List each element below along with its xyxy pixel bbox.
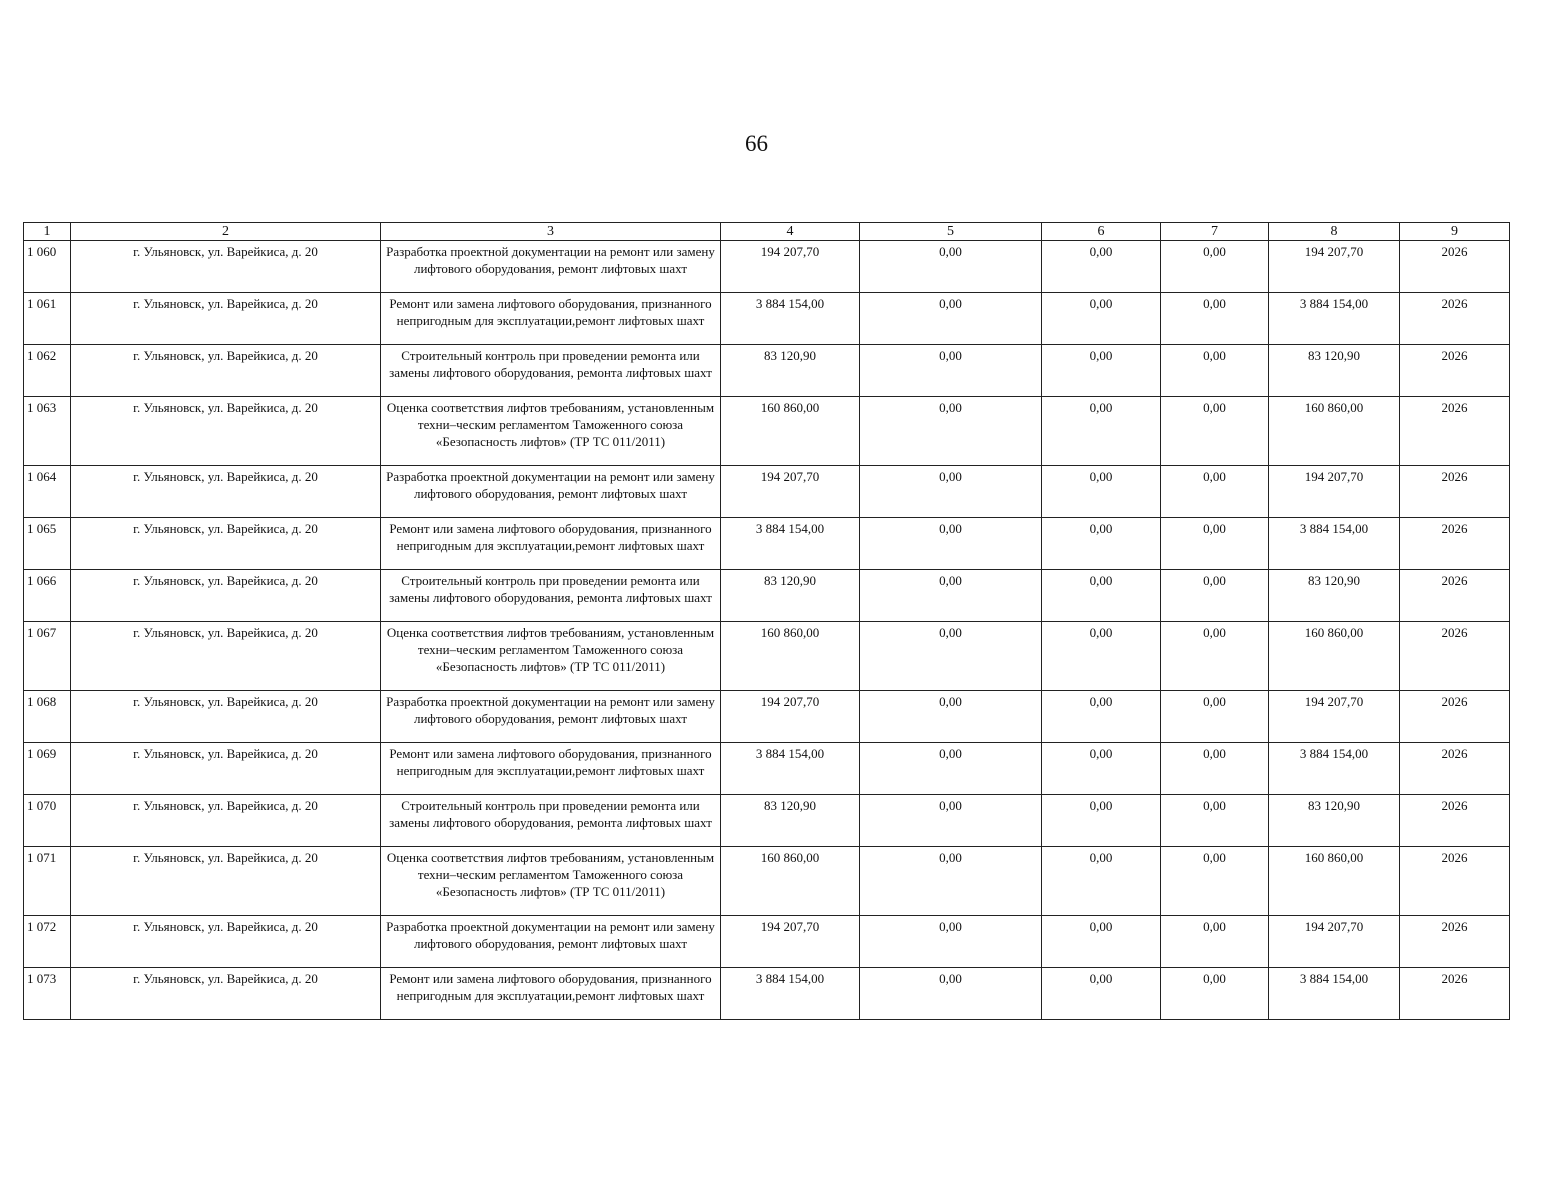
- col6-cell: 0,00: [1042, 691, 1161, 743]
- col8-cost-cell: 3 884 154,00: [1269, 293, 1400, 345]
- work-type-cell: Ремонт или замена лифтового оборудования, признанного непригодным для эксплуатации,ремонт лифтовых шахт: [381, 743, 721, 795]
- column-header-2: 2: [71, 223, 381, 241]
- year-cell: 2026: [1400, 570, 1510, 622]
- table-row: [24, 293, 1510, 345]
- header-row: [24, 223, 1510, 241]
- col4-cost-cell: 3 884 154,00: [721, 743, 860, 795]
- col4-cost-cell: 194 207,70: [721, 916, 860, 968]
- col8-cost-cell: 3 884 154,00: [1269, 518, 1400, 570]
- col5-cell: 0,00: [860, 847, 1042, 916]
- col7-cell: 0,00: [1161, 968, 1269, 1020]
- row-number-cell: 1 065: [24, 518, 71, 570]
- address-cell: г. Ульяновск, ул. Варейкиса, д. 20: [71, 570, 381, 622]
- col5-cell: 0,00: [860, 518, 1042, 570]
- work-type-cell: Разработка проектной документации на ремонт или замену лифтового оборудования, ремонт лифтовых шахт: [381, 241, 721, 293]
- row-number-cell: 1 070: [24, 795, 71, 847]
- col7-cell: 0,00: [1161, 293, 1269, 345]
- year-cell: 2026: [1400, 622, 1510, 691]
- row-number-cell: 1 067: [24, 622, 71, 691]
- col8-cost-cell: 83 120,90: [1269, 570, 1400, 622]
- col4-cost-cell: 194 207,70: [721, 691, 860, 743]
- address-cell: г. Ульяновск, ул. Варейкиса, д. 20: [71, 795, 381, 847]
- table-row: [24, 622, 1510, 691]
- column-header-4: 4: [721, 223, 860, 241]
- page-number: 66: [745, 131, 768, 156]
- address-cell: г. Ульяновск, ул. Варейкиса, д. 20: [71, 691, 381, 743]
- col5-cell: 0,00: [860, 622, 1042, 691]
- work-type-cell: Ремонт или замена лифтового оборудования, признанного непригодным для эксплуатации,ремонт лифтовых шахт: [381, 293, 721, 345]
- address-cell: г. Ульяновск, ул. Варейкиса, д. 20: [71, 518, 381, 570]
- col4-cost-cell: 160 860,00: [721, 622, 860, 691]
- col7-cell: 0,00: [1161, 518, 1269, 570]
- col5-cell: 0,00: [860, 743, 1042, 795]
- col6-cell: 0,00: [1042, 570, 1161, 622]
- address-cell: г. Ульяновск, ул. Варейкиса, д. 20: [71, 916, 381, 968]
- col7-cell: 0,00: [1161, 691, 1269, 743]
- col7-cell: 0,00: [1161, 466, 1269, 518]
- col7-cell: 0,00: [1161, 345, 1269, 397]
- year-cell: 2026: [1400, 518, 1510, 570]
- column-header-7: 7: [1161, 223, 1269, 241]
- table-row: [24, 345, 1510, 397]
- column-header-1: 1: [24, 223, 71, 241]
- col8-cost-cell: 194 207,70: [1269, 241, 1400, 293]
- table-row: [24, 691, 1510, 743]
- row-number-cell: 1 068: [24, 691, 71, 743]
- table-body: [24, 241, 1510, 1020]
- table-row: [24, 743, 1510, 795]
- col6-cell: 0,00: [1042, 847, 1161, 916]
- table-header: [24, 223, 1510, 241]
- col8-cost-cell: 194 207,70: [1269, 466, 1400, 518]
- col7-cell: 0,00: [1161, 743, 1269, 795]
- col6-cell: 0,00: [1042, 968, 1161, 1020]
- column-header-9: 9: [1400, 223, 1510, 241]
- year-cell: 2026: [1400, 743, 1510, 795]
- year-cell: 2026: [1400, 916, 1510, 968]
- work-type-cell: Оценка соответствия лифтов требованиям, установленным техни–ческим регламентом Таможенного союза «Безопасность лифтов» (ТР ТС 011/2011): [381, 622, 721, 691]
- work-type-cell: Строительный контроль при проведении ремонта или замены лифтового оборудования, ремонта лифтовых шахт: [381, 570, 721, 622]
- address-cell: г. Ульяновск, ул. Варейкиса, д. 20: [71, 466, 381, 518]
- address-cell: г. Ульяновск, ул. Варейкиса, д. 20: [71, 743, 381, 795]
- col8-cost-cell: 83 120,90: [1269, 795, 1400, 847]
- col4-cost-cell: 194 207,70: [721, 241, 860, 293]
- year-cell: 2026: [1400, 241, 1510, 293]
- table-row: [24, 518, 1510, 570]
- col5-cell: 0,00: [860, 570, 1042, 622]
- year-cell: 2026: [1400, 466, 1510, 518]
- work-type-cell: Ремонт или замена лифтового оборудования, признанного непригодным для эксплуатации,ремонт лифтовых шахт: [381, 518, 721, 570]
- col8-cost-cell: 194 207,70: [1269, 691, 1400, 743]
- table-row: [24, 916, 1510, 968]
- col4-cost-cell: 3 884 154,00: [721, 518, 860, 570]
- row-number-cell: 1 073: [24, 968, 71, 1020]
- row-number-cell: 1 061: [24, 293, 71, 345]
- col5-cell: 0,00: [860, 968, 1042, 1020]
- column-header-8: 8: [1269, 223, 1400, 241]
- col8-cost-cell: 160 860,00: [1269, 397, 1400, 466]
- col5-cell: 0,00: [860, 466, 1042, 518]
- year-cell: 2026: [1400, 345, 1510, 397]
- col8-cost-cell: 83 120,90: [1269, 345, 1400, 397]
- col5-cell: 0,00: [860, 691, 1042, 743]
- row-number-cell: 1 063: [24, 397, 71, 466]
- col4-cost-cell: 160 860,00: [721, 847, 860, 916]
- work-type-cell: Оценка соответствия лифтов требованиям, установленным техни–ческим регламентом Таможенного союза «Безопасность лифтов» (ТР ТС 011/2011): [381, 847, 721, 916]
- row-number-cell: 1 069: [24, 743, 71, 795]
- address-cell: г. Ульяновск, ул. Варейкиса, д. 20: [71, 622, 381, 691]
- col7-cell: 0,00: [1161, 795, 1269, 847]
- address-cell: г. Ульяновск, ул. Варейкиса, д. 20: [71, 847, 381, 916]
- row-number-cell: 1 072: [24, 916, 71, 968]
- row-number-cell: 1 062: [24, 345, 71, 397]
- col4-cost-cell: 83 120,90: [721, 345, 860, 397]
- row-number-cell: 1 066: [24, 570, 71, 622]
- col7-cell: 0,00: [1161, 847, 1269, 916]
- col6-cell: 0,00: [1042, 795, 1161, 847]
- col6-cell: 0,00: [1042, 241, 1161, 293]
- col4-cost-cell: 3 884 154,00: [721, 968, 860, 1020]
- col4-cost-cell: 83 120,90: [721, 795, 860, 847]
- table-row: [24, 466, 1510, 518]
- col6-cell: 0,00: [1042, 622, 1161, 691]
- address-cell: г. Ульяновск, ул. Варейкиса, д. 20: [71, 345, 381, 397]
- col4-cost-cell: 83 120,90: [721, 570, 860, 622]
- works-table: [23, 222, 1510, 1020]
- col8-cost-cell: 194 207,70: [1269, 916, 1400, 968]
- row-number-cell: 1 064: [24, 466, 71, 518]
- col6-cell: 0,00: [1042, 743, 1161, 795]
- col4-cost-cell: 3 884 154,00: [721, 293, 860, 345]
- table-row: [24, 570, 1510, 622]
- col8-cost-cell: 160 860,00: [1269, 622, 1400, 691]
- year-cell: 2026: [1400, 847, 1510, 916]
- col6-cell: 0,00: [1042, 466, 1161, 518]
- col7-cell: 0,00: [1161, 622, 1269, 691]
- col4-cost-cell: 194 207,70: [721, 466, 860, 518]
- table-row: [24, 795, 1510, 847]
- col6-cell: 0,00: [1042, 293, 1161, 345]
- table-row: [24, 847, 1510, 916]
- row-number-cell: 1 060: [24, 241, 71, 293]
- address-cell: г. Ульяновск, ул. Варейкиса, д. 20: [71, 397, 381, 466]
- address-cell: г. Ульяновск, ул. Варейкиса, д. 20: [71, 293, 381, 345]
- work-type-cell: Оценка соответствия лифтов требованиям, установленным техни–ческим регламентом Таможенного союза «Безопасность лифтов» (ТР ТС 011/2011): [381, 397, 721, 466]
- table-row: [24, 968, 1510, 1020]
- col8-cost-cell: 3 884 154,00: [1269, 968, 1400, 1020]
- col4-cost-cell: 160 860,00: [721, 397, 860, 466]
- work-type-cell: Разработка проектной документации на ремонт или замену лифтового оборудования, ремонт лифтовых шахт: [381, 691, 721, 743]
- address-cell: г. Ульяновск, ул. Варейкиса, д. 20: [71, 241, 381, 293]
- work-type-cell: Ремонт или замена лифтового оборудования, признанного непригодным для эксплуатации,ремонт лифтовых шахт: [381, 968, 721, 1020]
- col7-cell: 0,00: [1161, 916, 1269, 968]
- work-type-cell: Разработка проектной документации на ремонт или замену лифтового оборудования, ремонт лифтовых шахт: [381, 916, 721, 968]
- table-row: [24, 397, 1510, 466]
- year-cell: 2026: [1400, 968, 1510, 1020]
- col7-cell: 0,00: [1161, 397, 1269, 466]
- col5-cell: 0,00: [860, 345, 1042, 397]
- year-cell: 2026: [1400, 293, 1510, 345]
- col7-cell: 0,00: [1161, 570, 1269, 622]
- column-header-3: 3: [381, 223, 721, 241]
- col6-cell: 0,00: [1042, 345, 1161, 397]
- work-type-cell: Строительный контроль при проведении ремонта или замены лифтового оборудования, ремонта лифтовых шахт: [381, 795, 721, 847]
- col6-cell: 0,00: [1042, 916, 1161, 968]
- year-cell: 2026: [1400, 397, 1510, 466]
- work-type-cell: Разработка проектной документации на ремонт или замену лифтового оборудования, ремонт лифтовых шахт: [381, 466, 721, 518]
- row-number-cell: 1 071: [24, 847, 71, 916]
- year-cell: 2026: [1400, 691, 1510, 743]
- col6-cell: 0,00: [1042, 397, 1161, 466]
- col5-cell: 0,00: [860, 293, 1042, 345]
- col5-cell: 0,00: [860, 916, 1042, 968]
- year-cell: 2026: [1400, 795, 1510, 847]
- col8-cost-cell: 3 884 154,00: [1269, 743, 1400, 795]
- col5-cell: 0,00: [860, 795, 1042, 847]
- column-header-6: 6: [1042, 223, 1161, 241]
- col5-cell: 0,00: [860, 241, 1042, 293]
- address-cell: г. Ульяновск, ул. Варейкиса, д. 20: [71, 968, 381, 1020]
- col8-cost-cell: 160 860,00: [1269, 847, 1400, 916]
- col5-cell: 0,00: [860, 397, 1042, 466]
- table-row: [24, 241, 1510, 293]
- col6-cell: 0,00: [1042, 518, 1161, 570]
- column-header-5: 5: [860, 223, 1042, 241]
- work-type-cell: Строительный контроль при проведении ремонта или замены лифтового оборудования, ремонта лифтовых шахт: [381, 345, 721, 397]
- col7-cell: 0,00: [1161, 241, 1269, 293]
